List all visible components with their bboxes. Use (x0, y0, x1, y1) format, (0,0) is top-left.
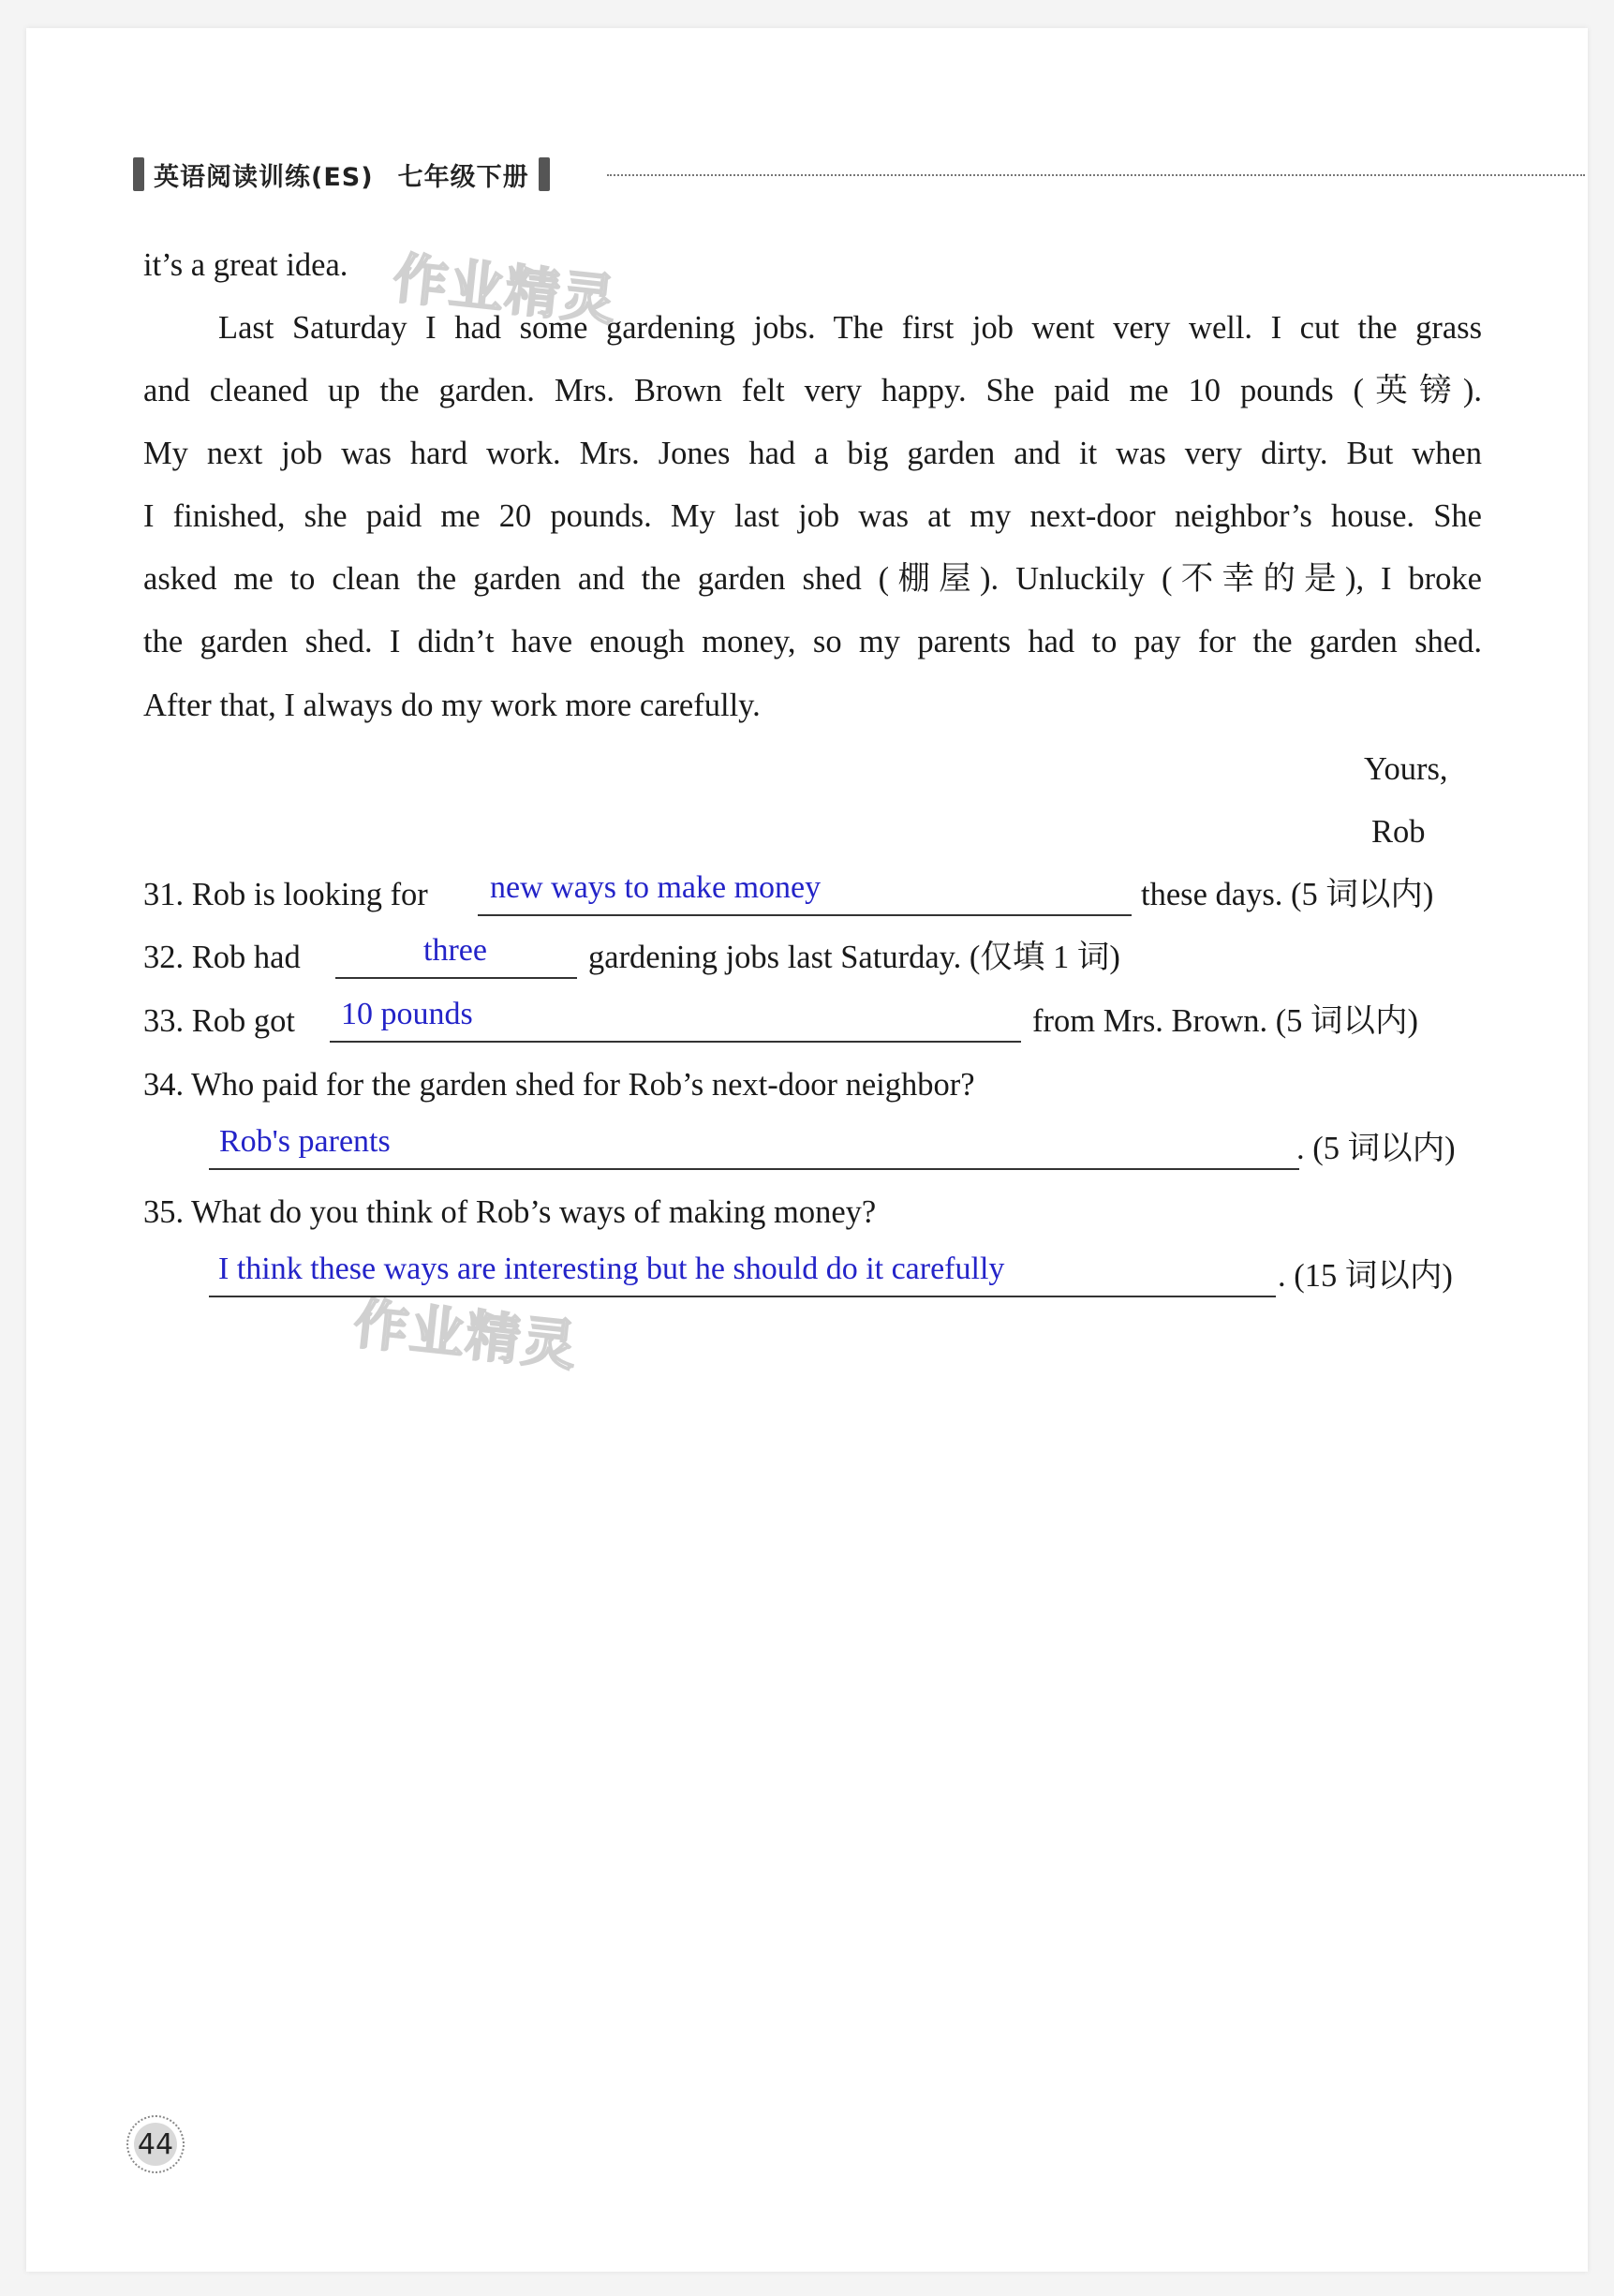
question-34-blank[interactable] (209, 1168, 1299, 1170)
header-right-bar (539, 157, 550, 191)
question-35-blank[interactable] (209, 1296, 1276, 1297)
question-33-prefix: 33. Rob got (143, 1003, 295, 1039)
question-31-blank[interactable] (478, 914, 1132, 916)
question-35-suffix: . (15 词以内) (1278, 1258, 1453, 1294)
watermark-top: 作业精灵 (390, 245, 621, 333)
header-left-bar (133, 157, 144, 191)
header-grade: 七年级下册 (397, 162, 529, 192)
question-34-prefix: 34. Who paid for the garden shed for Rob’s next-door neighbor? (143, 1067, 975, 1103)
header-book-title: 英语阅读训练(ES) (154, 162, 374, 192)
question-33-blank[interactable] (330, 1041, 1021, 1043)
question-32-blank[interactable] (335, 977, 577, 979)
header-title (154, 156, 529, 193)
page-number: 44 (134, 2123, 177, 2166)
page-header (133, 155, 550, 194)
passage-line-8: After that, I always do my work more carefully. (143, 688, 761, 723)
question-34-suffix: . (5 词以内) (1296, 1131, 1456, 1166)
passage-line-7: the garden shed. I didn’t have enough money, so my parents had to pay for the garden shed. (143, 624, 1482, 659)
question-31-prefix: 31. Rob is looking for (143, 877, 428, 912)
watermark-bottom: 作业精灵 (350, 1291, 582, 1379)
question-31-suffix: these days. (5 词以内) (1141, 877, 1434, 912)
passage-line-1: it’s a great idea. (143, 247, 348, 283)
passage-line-6: asked me to clean the garden and the garden shed (棚屋). Unluckily (不幸的是), I broke (143, 561, 1482, 597)
question-32-suffix: gardening jobs last Saturday. (仅填 1 词) (588, 940, 1120, 975)
passage-line-2: Last Saturday I had some gardening jobs. The first job went very well. I cut the grass (218, 310, 1482, 346)
question-35-prefix: 35. What do you think of Rob’s ways of making money? (143, 1194, 877, 1230)
question-32-prefix: 32. Rob had (143, 940, 301, 975)
question-35-answer: I think these ways are interesting but he should do it carefully (218, 1252, 1005, 1286)
letter-signature: Rob (1371, 814, 1426, 850)
header-dotted-rule (607, 174, 1585, 176)
question-33-suffix: from Mrs. Brown. (5 词以内) (1032, 1003, 1419, 1039)
passage-line-3: and cleaned up the garden. Mrs. Brown felt very happy. She paid me 10 pounds (英镑). (143, 373, 1482, 408)
letter-closing: Yours, (1364, 751, 1448, 787)
question-31-answer: new ways to make money (490, 870, 822, 905)
question-34-answer: Rob's parents (219, 1124, 391, 1159)
page-number-badge (126, 2115, 185, 2173)
passage-line-4: My next job was hard work. Mrs. Jones had a big garden and it was very dirty. But when (143, 436, 1482, 471)
question-33-answer: 10 pounds (341, 997, 473, 1031)
question-32-answer: three (423, 933, 487, 968)
passage-line-5: I finished, she paid me 20 pounds. My last job was at my next-door neighbor’s house. She (143, 498, 1482, 534)
